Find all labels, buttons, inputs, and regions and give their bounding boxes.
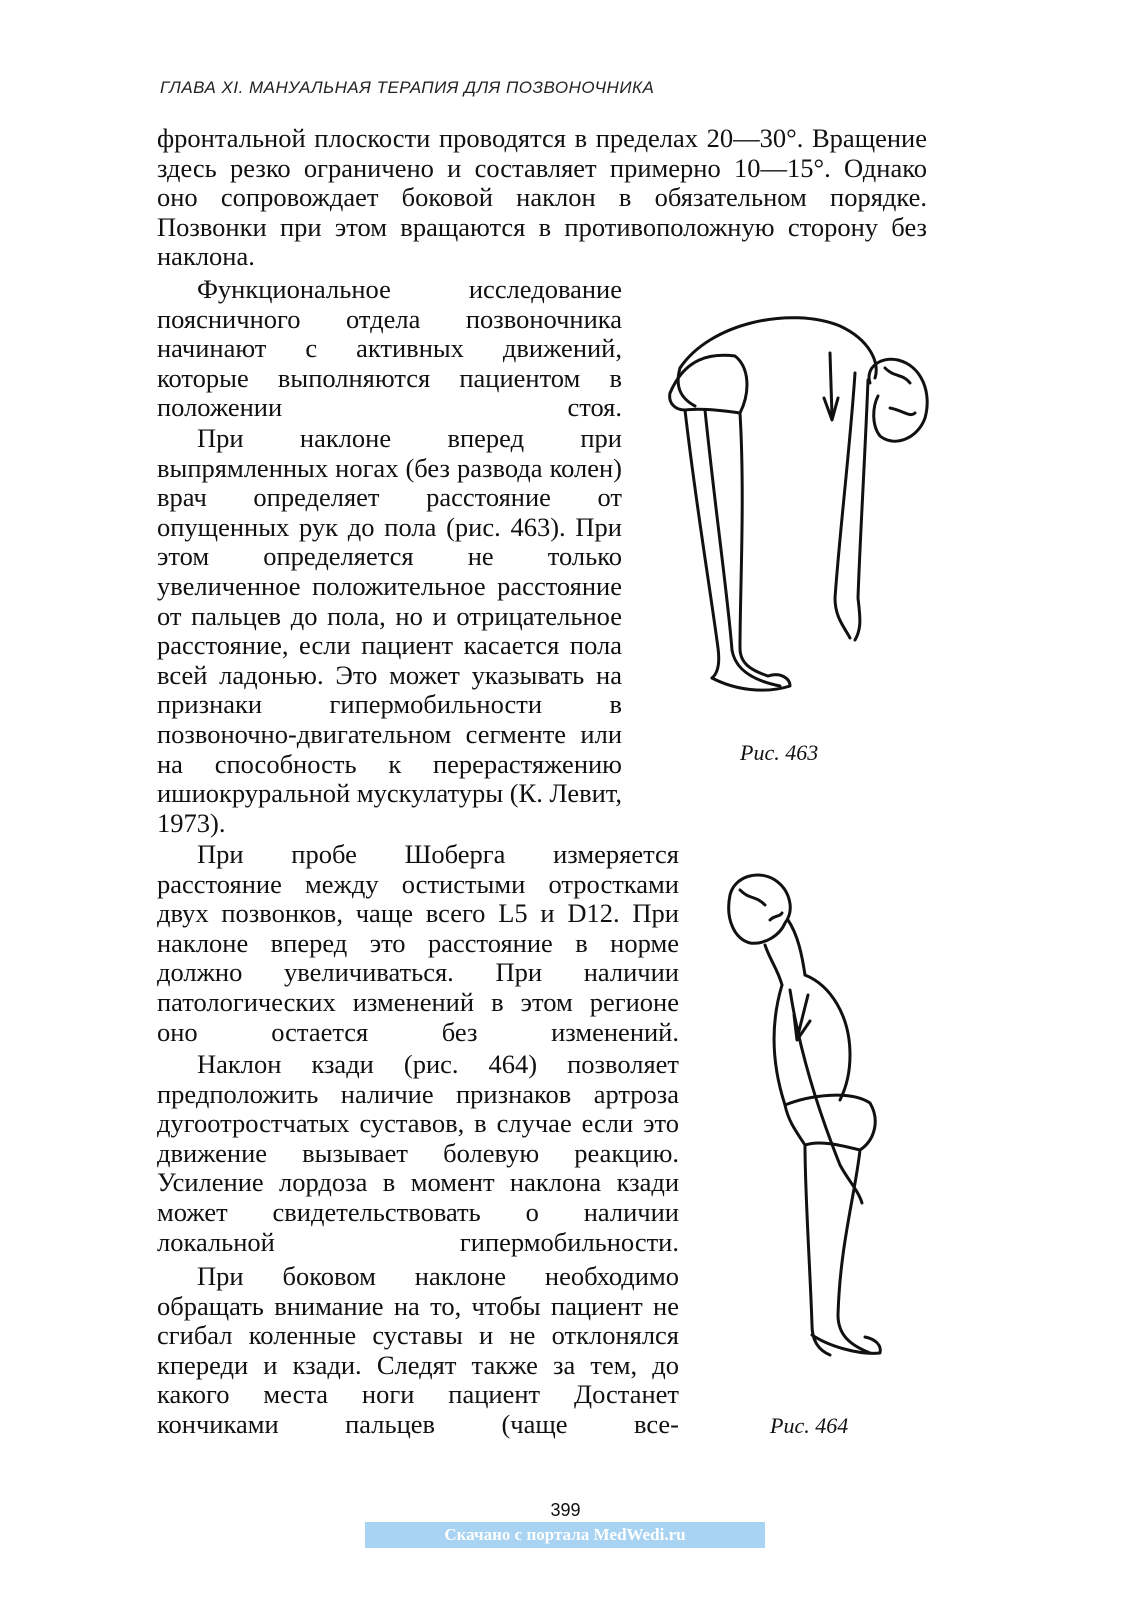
paragraph-3: При наклоне вперед при выпрямленных ногах (без развода колен) врач определяет расстояние от опущенных рук до пола (рис. 463). При этом определяется не только увеличенное положительное расстояние от пальцев до пола, но и отрицательное расстояние, если пациент касается пола всей ладонью. Это может указывать на признаки гипермобильности в позвоночно-двигательном сегменте или на способность к перерастяжению ишиокруральной мускулатуры (К. Левит, 1973). [157,423,622,838]
paragraph-6: При боковом наклоне необходимо обращать внимание на то, чтобы пациент не сгибал коленные суставы и не отклонялся кпереди и кзади. Следят также за тем, до какого места ноги пациент Достанет кончиками пальцев (чаще все- [157,1261,679,1439]
paragraph-4: При пробе Шоберга измеряется расстояние между остистыми отростками двух позвонков, чаще всего L5 и D12. При наклоне вперед это расстояние в норме должно увеличиваться. При наличии патологических изменений в этом регионе оно остается без изменений. [157,839,679,1047]
figure-464-backward-bend-illustration [710,865,910,1375]
paragraph-2: Функциональное исследование поясничного отдела позвоночника начинают с активных движений, которые выполняются пациентом в положении стоя. [157,274,622,423]
paragraph-1: фронтальной плоскости проводятся в пределах 20—30°. Вращение здесь резко ограничено и составляет примерно 10—15°. Однако оно сопровождает боковой наклон в обязательном порядке. Позвонки при этом вращаются в противоположную сторону без наклона. [157,123,927,272]
paragraph-5: Наклон кзади (рис. 464) позволяет предположить наличие признаков артроза дугоотростчатых суставов, в случае если это движение вызывает болевую реакцию. Усиление лордоза в момент наклона кзади может свидетельствовать о наличии локальной гипермобильности. [157,1049,679,1257]
figure-463-caption: Рис. 463 [740,740,819,765]
page-number: 399 [550,1500,581,1520]
watermark-banner: Скачано с портала MedWedi.ru [365,1522,765,1548]
running-head: ГЛАВА XI. МАНУАЛЬНАЯ ТЕРАПИЯ ДЛЯ ПОЗВОНОЧНИКА [160,78,655,97]
figure-464-caption: Рис. 464 [770,1413,849,1438]
figure-463-forward-bend-illustration [640,298,940,708]
